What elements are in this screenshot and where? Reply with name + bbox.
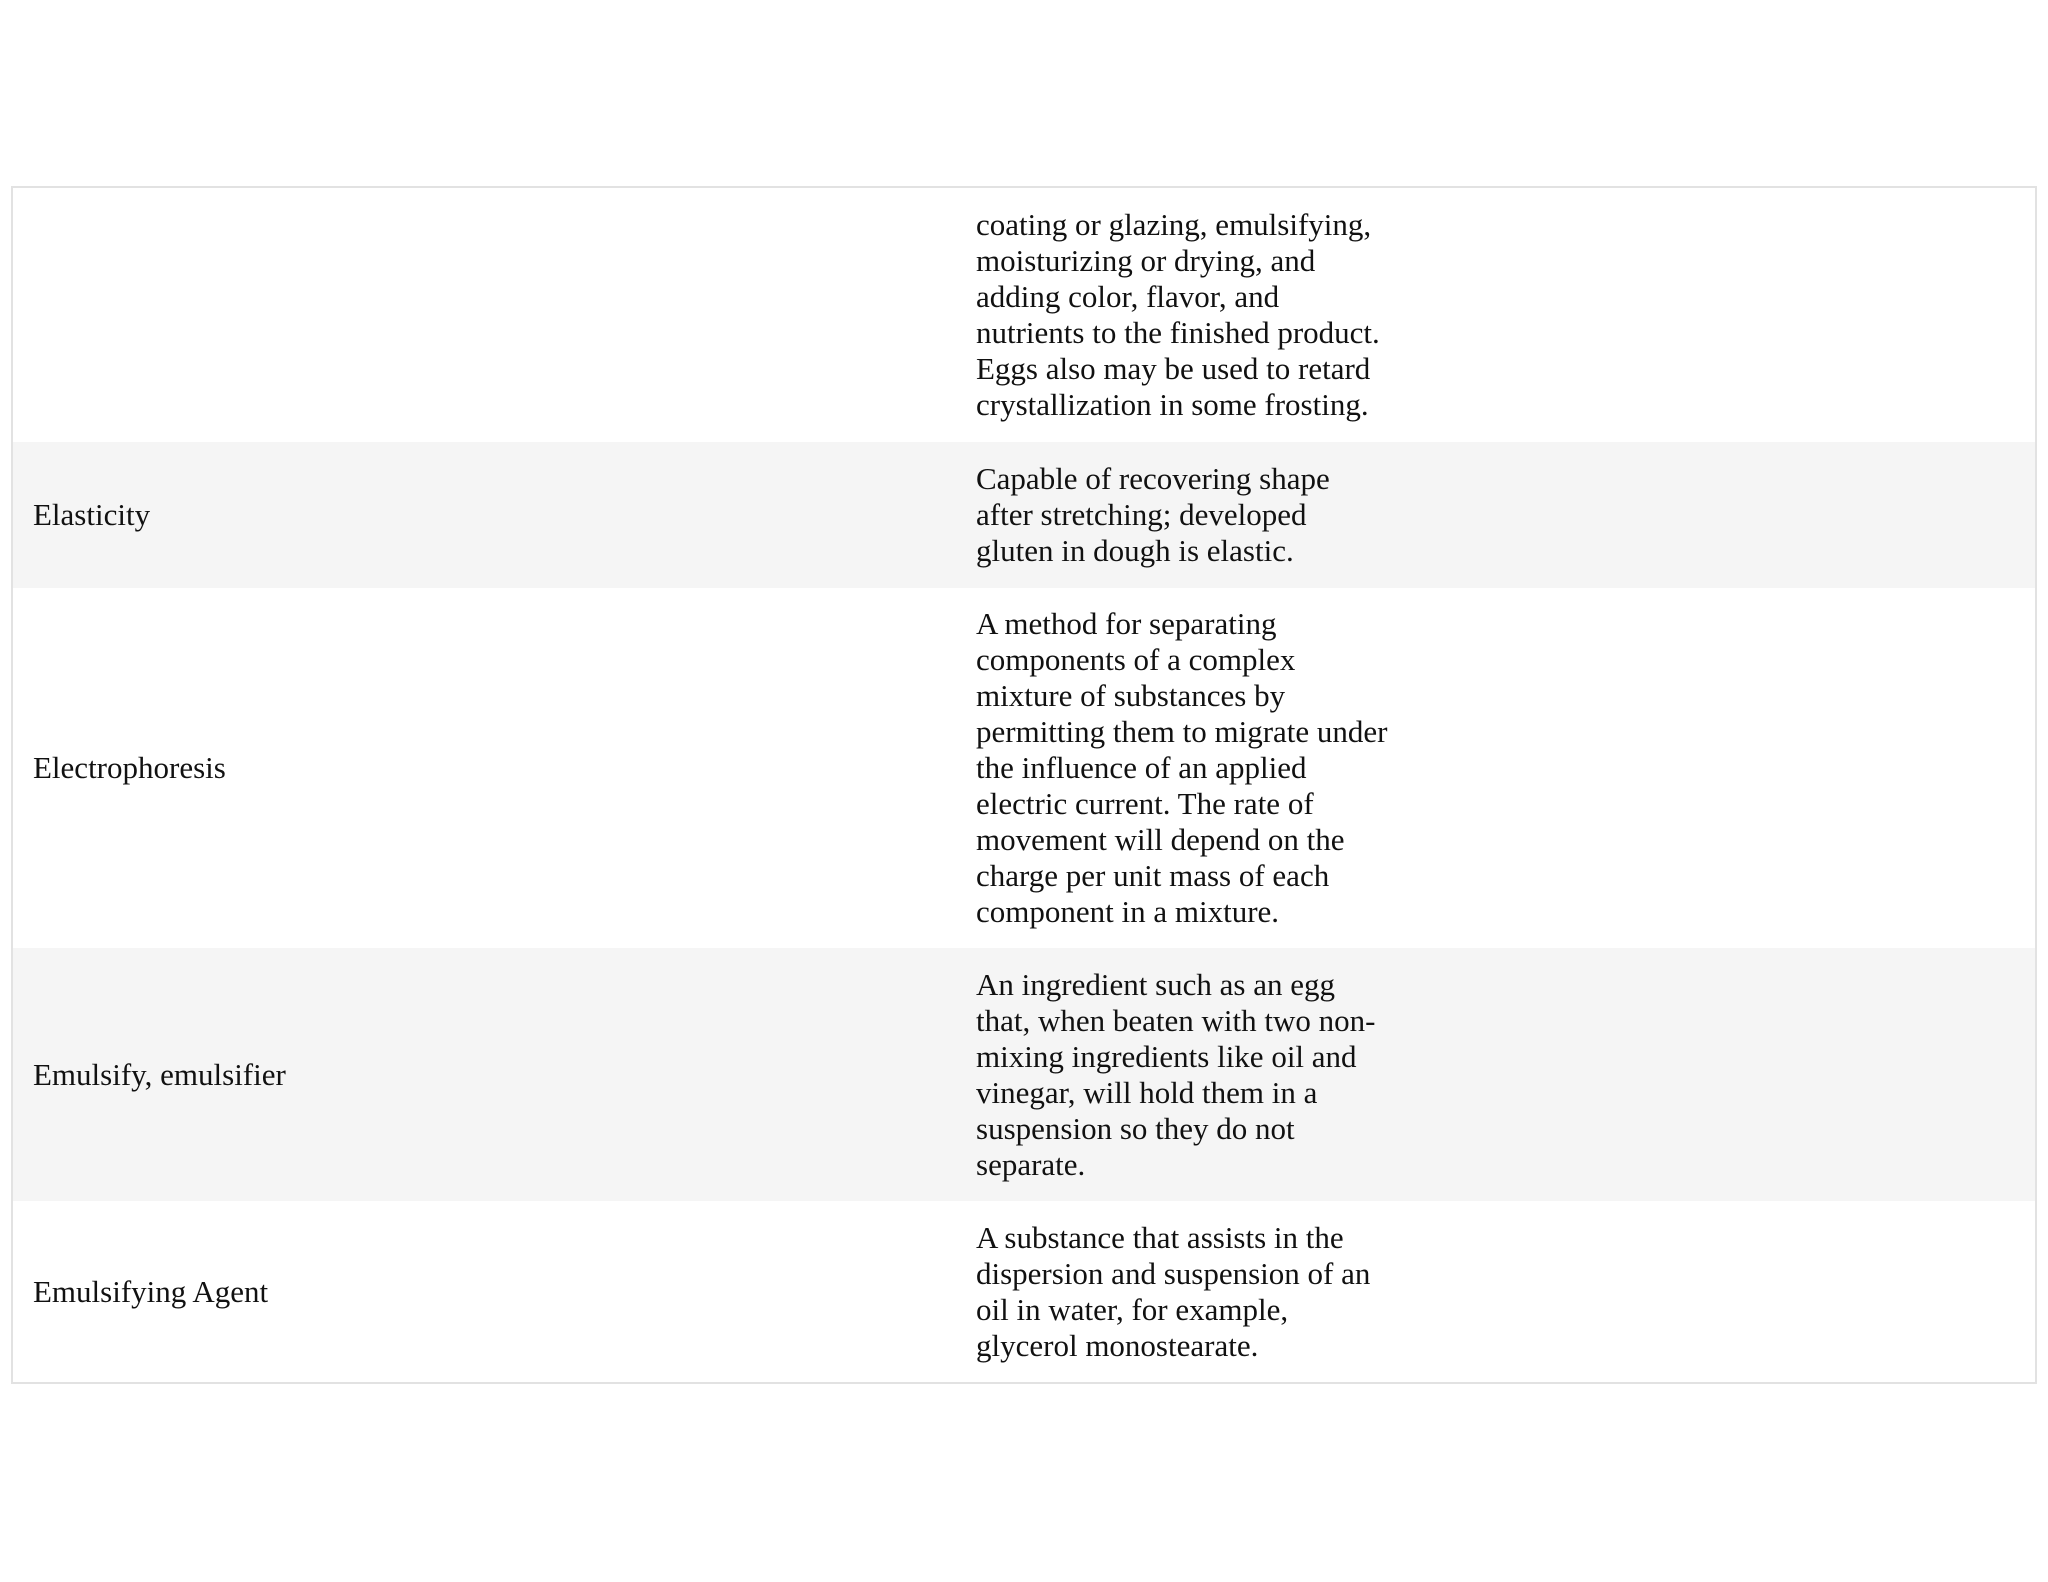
table-row — [13, 442, 2035, 588]
definition-line: gluten in dough is elastic. — [976, 533, 1294, 568]
definition-cell — [976, 588, 1388, 948]
definition-line: mixing ingredients like oil and — [976, 1038, 1357, 1074]
definition-line: coating or glazing, emulsifying, — [976, 207, 1372, 242]
definition-line: Capable of recovering shape — [976, 461, 1330, 496]
definition-line: separate. — [976, 1146, 1086, 1182]
term-cell: Emulsify, emulsifier — [33, 1056, 286, 1092]
definition-cell — [976, 188, 1380, 442]
definition-cell — [976, 1201, 1370, 1382]
definition-line: mixture of substances by — [976, 678, 1286, 713]
definition-line: adding color, flavor, and — [976, 279, 1280, 314]
definition-line: that, when beaten with two non- — [976, 1002, 1376, 1038]
definition-line: component in a mixture. — [976, 894, 1280, 929]
table-row — [13, 588, 2035, 948]
term-cell: Elasticity — [33, 497, 151, 532]
definition-line: movement will depend on the — [976, 822, 1345, 857]
definition-line: dispersion and suspension of an — [976, 1255, 1371, 1291]
definition-line: crystallization in some frosting. — [976, 387, 1369, 422]
definition-line: An ingredient such as an egg — [976, 966, 1335, 1002]
definition-line: electric current. The rate of — [976, 786, 1314, 821]
definition-line: glycerol monostearate. — [976, 1327, 1259, 1363]
table-row — [13, 188, 2035, 442]
definition-line: components of a complex — [976, 642, 1296, 677]
table-row — [13, 1201, 2035, 1382]
definition-line: A method for separating — [976, 606, 1277, 641]
definition-line: moisturizing or drying, and — [976, 243, 1316, 278]
table-row — [13, 948, 2035, 1201]
definition-line: nutrients to the finished product. — [976, 315, 1380, 350]
term-cell: Emulsifying Agent — [33, 1273, 269, 1309]
definition-line: Eggs also may be used to retard — [976, 351, 1371, 386]
definition-cell — [976, 442, 1330, 588]
glossary-table — [11, 186, 2037, 1384]
term-cell: Electrophoresis — [33, 750, 226, 785]
definition-line: the influence of an applied — [976, 750, 1307, 785]
definition-line: oil in water, for example, — [976, 1291, 1289, 1327]
definition-line: vinegar, will hold them in a — [976, 1074, 1318, 1110]
definition-line: suspension so they do not — [976, 1110, 1295, 1146]
definition-line: A substance that assists in the — [976, 1219, 1344, 1255]
definition-line: permitting them to migrate under — [976, 714, 1388, 749]
definition-line: after stretching; developed — [976, 497, 1307, 532]
definition-line: charge per unit mass of each — [976, 858, 1330, 893]
definition-cell — [976, 948, 1375, 1201]
